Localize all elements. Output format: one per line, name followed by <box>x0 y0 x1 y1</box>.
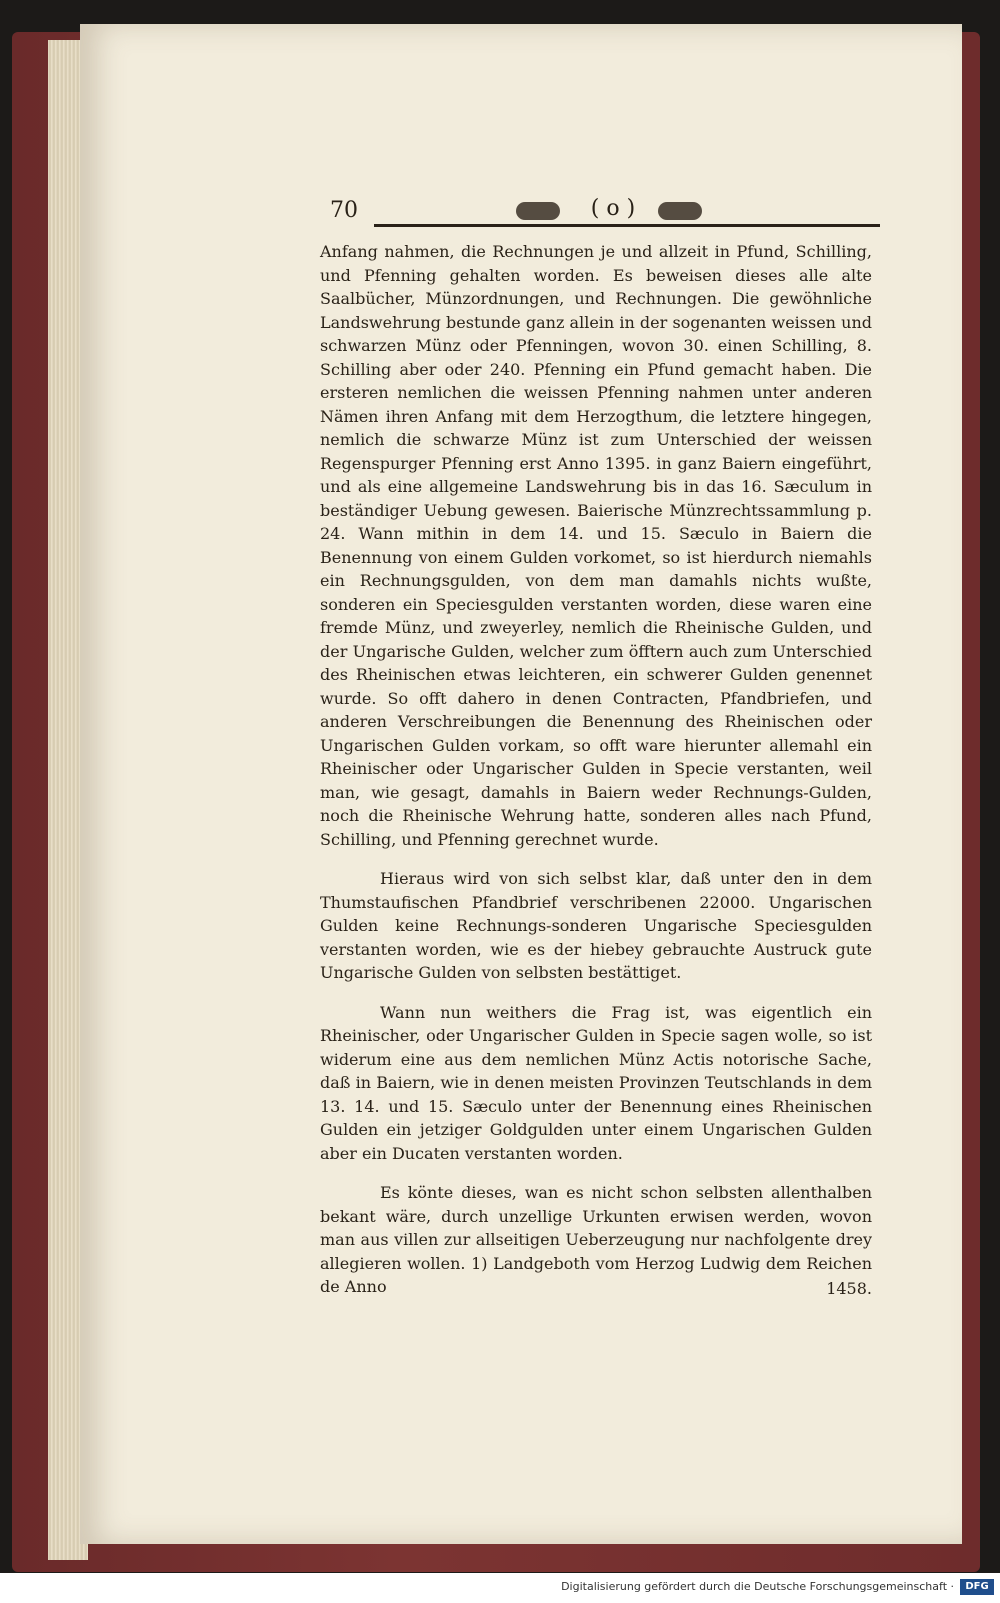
paragraph-2: Hieraus wird von sich selbst klar, daß unter den in dem Thumstaufischen Pfandbrief verschribenen 22000. Ungarischen Gulden keine Rechnungs-sonderen Ungarische Speciesgulden verstanten worden, wie es der hiebey gebrauchte Austruck gute Ungarische Gulden von selbsten bestättiget. <box>320 869 872 982</box>
ornament-right-icon <box>658 202 702 220</box>
paragraph-4: Es könte dieses, wan es nicht schon selbsten allenthalben bekant wäre, durch unzellige Urkunten erwisen werden, wovon man aus villen zur allseitigen Ueberzeugung nur nachfolgente drey allegieren wollen. 1) Landgeboth vom Herzog Ludwig dem Reichen de Anno <box>320 1183 872 1296</box>
page-header <box>326 196 890 232</box>
footer-bar <box>0 1573 1000 1603</box>
body-text <box>320 240 872 1315</box>
paragraph-1: Anfang nahmen, die Rechnungen je und allzeit in Pfund, Schilling, und Pfenning gehalten worden. Es beweisen dieses alle alte Saalbücher, Münzordnungen, und Rechnungen. Die gewöhnliche Landswehrung bestunde ganz allein in der sogenanten weissen und schwarzen Münz oder Pfenningen, wovon 30. einen Schilling, 8. Schilling aber oder 240. Pfenning ein Pfund gemacht haben. Die ersteren nemlichen die weissen Pfenning nahmen unter anderen Nämen ihren Anfang mit dem Herzogthum, die letztere hingegen, nemlich die schwarze Münz ist zum Unterschied der weissen Regenspurger Pfenning erst Anno 1395. in ganz Baiern eingeführt, und als eine allgemeine Landswehrung bis in das 16. Sæculum in beständiger Uebung gewesen. Baierische Münzrechtssammlung p. 24. Wann mithin in dem 14. und 15. Sæculo in Baiern die Benennung von einem Gulden vorkomet, so ist hierdurch niemahls ein Rechnungsgulden, von dem man damahls nichts wußte, sonderen ein Speciesgulden verstanten worden, diese waren eine fremde Münz, und zweyerley, nemlich die Rheinische Gulden, und der Ungarische Gulden, welcher zum öfftern auch zum Unterschied des Rheinischen etwas leichteren, ein schwerer Gulden genennet wurde. So offt dahero in denen Contracten, Pfandbriefen, und anderen Verschreibungen die Benennung des Rheinischen oder Ungarischen Gulden vorkam, so offt ware hierunter allemahl ein Rheinischer oder Ungarischer Gulden in Specie verstanten, weil man, wie gesagt, damahls in Baiern weder Rechnungs-Gulden, noch die Rheinische Wehrung hatte, sonderen alles nach Pfund, Schilling, und Pfenning gerechnet wurde. <box>320 242 872 849</box>
ornament-left-icon <box>516 202 560 220</box>
paragraph-3: Wann nun weithers die Frag ist, was eigentlich ein Rheinischer, oder Ungarischer Gulden in Specie sagen wolle, so ist widerum eine aus dem nemlichen Münz Actis notorische Sache, daß in Baiern, wie in denen meisten Provinzen Teutschlands in dem 13. 14. und 15. Sæculo unter der Benennung eines Rheinischen Gulden ein jetziger Goldgulden unter einem Ungarischen Gulden aber ein Ducaten verstanten worden. <box>320 1002 872 1163</box>
header-rule <box>374 224 880 227</box>
page-number: 70 <box>330 198 358 223</box>
header-center-mark: ( o ) <box>590 196 636 221</box>
dfg-logo-icon[interactable]: DFG <box>960 1579 994 1595</box>
digitization-credit: Digitalisierung gefördert durch die Deutsche Forschungsgemeinschaft · <box>561 1580 954 1593</box>
catchword: 1458. <box>826 1279 872 1298</box>
